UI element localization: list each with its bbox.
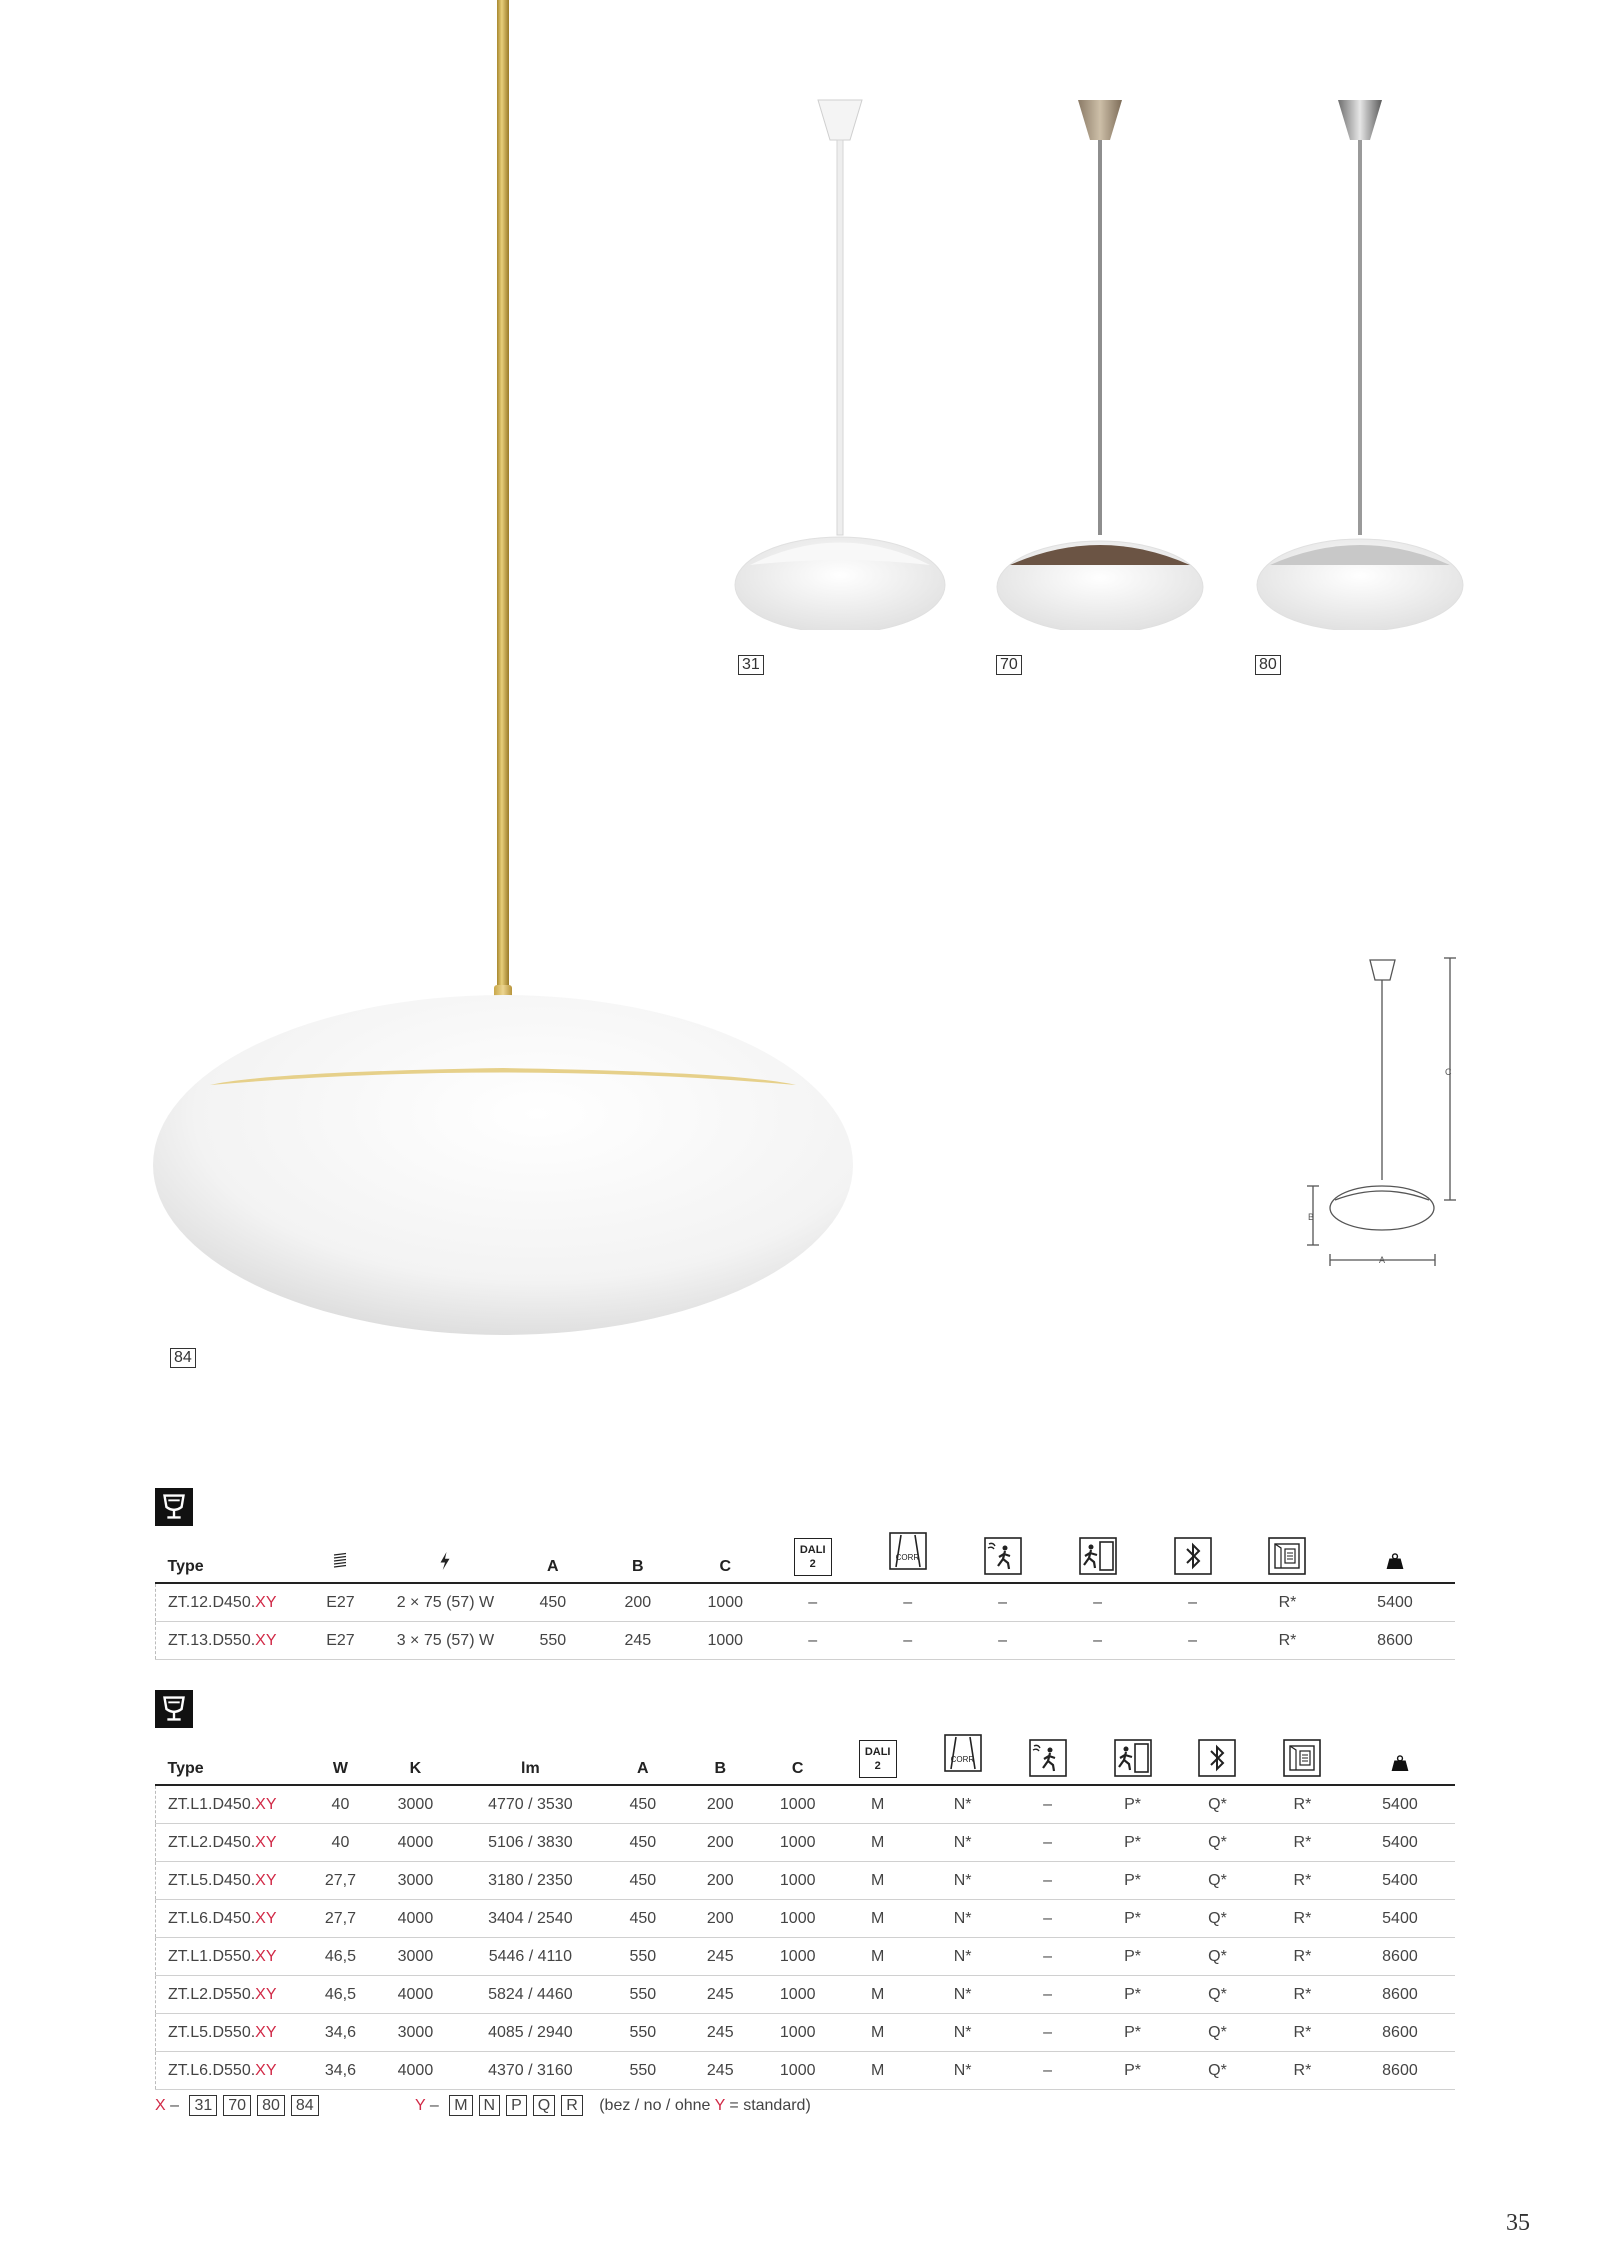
dali-label: DALI — [799, 1544, 826, 1556]
page-number: 35 — [1506, 2210, 1530, 2236]
cell-a: 550 — [605, 1976, 680, 2014]
cell-d5: Q* — [1175, 1862, 1260, 1900]
cell-type — [156, 1785, 306, 1824]
cell-lm: 5446 / 4110 — [455, 1938, 605, 1976]
col-lm: lm — [521, 1760, 540, 1777]
cell-type — [156, 1938, 306, 1976]
cell-lm: 4085 / 2940 — [455, 2014, 605, 2052]
cell-k: 3000 — [375, 1938, 455, 1976]
cell-c: 1000 — [760, 1862, 835, 1900]
cell-d1: M — [835, 1938, 920, 1976]
type-suffix: XY — [255, 1985, 277, 2003]
cell-a: 450 — [515, 1583, 590, 1622]
cell-d5: Q* — [1175, 2052, 1260, 2090]
cell-d2: N* — [920, 2014, 1005, 2052]
cell-c: 1000 — [760, 2052, 835, 2090]
cell-w: 34,6 — [305, 2052, 375, 2090]
cell-c: 1000 — [685, 1583, 765, 1622]
cell-b: 200 — [680, 1785, 760, 1824]
bluetooth-icon — [1197, 1738, 1237, 1778]
cell-d6: R* — [1260, 1824, 1345, 1862]
table-row — [156, 1976, 1456, 2014]
cell-d4: – — [1050, 1622, 1145, 1660]
legend-y-code: R — [561, 2095, 583, 2116]
cell-b: 200 — [680, 1900, 760, 1938]
table-category-icon — [155, 1690, 193, 1728]
control-box-icon — [1282, 1738, 1322, 1778]
cell-d2: N* — [920, 1862, 1005, 1900]
table-row — [156, 1622, 1456, 1660]
cell-d2: N* — [920, 1824, 1005, 1862]
cell-type — [156, 1862, 306, 1900]
cell-k: 4000 — [375, 1824, 455, 1862]
dali-icon — [859, 1740, 897, 1778]
cell-type — [156, 2014, 306, 2052]
dim-label-b: B — [1308, 1212, 1315, 1222]
cell-c2: 3 × 75 (57) W — [375, 1622, 515, 1660]
cell-d6: R* — [1260, 1976, 1345, 2014]
col-type: Type — [167, 1760, 204, 1777]
weight-icon — [1386, 1750, 1414, 1778]
cell-d7: 5400 — [1335, 1583, 1455, 1622]
cell-d5: Q* — [1175, 1785, 1260, 1824]
col-bluetooth — [1145, 1526, 1240, 1583]
legend-note — [599, 2097, 811, 2114]
legend-x — [155, 2095, 319, 2116]
cell-d5: – — [1145, 1583, 1240, 1622]
cell-k: 3000 — [375, 1785, 455, 1824]
cell-d7: 5400 — [1345, 1824, 1455, 1862]
cell-d5: – — [1145, 1622, 1240, 1660]
type-code: ZT.L5.D550. — [168, 2023, 256, 2041]
type-code: ZT.13.D550. — [168, 1631, 256, 1649]
legend-y-code: M — [449, 2095, 472, 2116]
cell-d3: – — [1005, 1862, 1090, 1900]
cell-type — [156, 1824, 306, 1862]
col-exit — [1090, 1728, 1175, 1785]
legend-note-before: (bez / no / ohne — [599, 2097, 715, 2114]
cell-c1: E27 — [305, 1583, 375, 1622]
type-suffix: XY — [255, 1833, 277, 1851]
dali-number: 2 — [874, 1760, 881, 1772]
table-category-icon — [155, 1488, 193, 1526]
cell-type — [156, 1583, 306, 1622]
type-code: ZT.L6.D450. — [168, 1909, 256, 1927]
cell-c2: 2 × 75 (57) W — [375, 1583, 515, 1622]
cell-d7: 5400 — [1345, 1900, 1455, 1938]
control-box-icon — [1267, 1536, 1307, 1576]
col-b: B — [714, 1760, 727, 1777]
cell-b: 200 — [680, 1862, 760, 1900]
cell-a: 550 — [605, 2014, 680, 2052]
corridor-icon — [943, 1733, 983, 1773]
cell-d5: Q* — [1175, 2014, 1260, 2052]
cell-w: 40 — [305, 1824, 375, 1862]
cell-w: 27,7 — [305, 1862, 375, 1900]
type-suffix: XY — [255, 1871, 277, 1889]
cell-b: 245 — [680, 2052, 760, 2090]
legend-y-prefix: Y — [415, 2097, 426, 2114]
cell-a: 450 — [605, 1900, 680, 1938]
cell-c: 1000 — [760, 1976, 835, 2014]
cell-c: 1000 — [685, 1622, 765, 1660]
type-code: ZT.L6.D550. — [168, 2061, 256, 2079]
cell-b: 245 — [680, 2014, 760, 2052]
cell-d7: 8600 — [1345, 1976, 1455, 2014]
cell-d1: – — [765, 1583, 860, 1622]
cell-lm: 5824 / 4460 — [455, 1976, 605, 2014]
table-row — [156, 2014, 1456, 2052]
cell-d7: 8600 — [1335, 1622, 1455, 1660]
legend-x-code: 84 — [291, 2095, 319, 2116]
col-weight — [1345, 1728, 1455, 1785]
dim-label-a: A — [1379, 1255, 1386, 1265]
cell-d3: – — [1005, 1938, 1090, 1976]
cell-c: 1000 — [760, 2014, 835, 2052]
type-code: ZT.L2.D450. — [168, 1833, 256, 1851]
cell-k: 3000 — [375, 2014, 455, 2052]
cell-w: 46,5 — [305, 1976, 375, 2014]
cell-d3: – — [1005, 2052, 1090, 2090]
spec-table-2 — [155, 1728, 1455, 2090]
col-dali — [765, 1526, 860, 1583]
cell-d6: R* — [1260, 2014, 1345, 2052]
cell-d1: M — [835, 1976, 920, 2014]
type-suffix: XY — [255, 1593, 277, 1611]
cell-d4: P* — [1090, 1785, 1175, 1824]
cell-lm: 3180 / 2350 — [455, 1862, 605, 1900]
cell-d6: R* — [1240, 1622, 1335, 1660]
col-c: C — [791, 1760, 804, 1777]
cell-d5: Q* — [1175, 1900, 1260, 1938]
cell-b: 200 — [590, 1583, 685, 1622]
cell-a: 550 — [605, 1938, 680, 1976]
weight-icon — [1381, 1548, 1409, 1576]
lamp-socket-icon — [325, 1546, 355, 1576]
col-exit — [1050, 1526, 1145, 1583]
type-suffix: XY — [255, 2023, 277, 2041]
cell-lm: 3404 / 2540 — [455, 1900, 605, 1938]
cell-d1: M — [835, 1900, 920, 1938]
type-suffix: XY — [255, 1795, 277, 1813]
cell-d3: – — [1005, 2014, 1090, 2052]
pendant-chrome-image — [1250, 95, 1470, 630]
sensor-icon — [983, 1536, 1023, 1576]
corr-label: CORR — [950, 1755, 975, 1764]
cell-c: 1000 — [760, 1900, 835, 1938]
corridor-icon — [888, 1531, 928, 1571]
cell-d3: – — [955, 1622, 1050, 1660]
cell-c1: E27 — [305, 1622, 375, 1660]
cell-type — [156, 1622, 306, 1660]
legend-y-code: Q — [533, 2095, 555, 2116]
cell-d4: – — [1050, 1583, 1145, 1622]
cell-d5: Q* — [1175, 1976, 1260, 2014]
col-b: B — [632, 1558, 644, 1575]
pendant-white-image — [730, 95, 950, 630]
cell-d2: N* — [920, 1900, 1005, 1938]
dimension-diagram — [1295, 950, 1475, 1280]
table-row — [156, 1862, 1456, 1900]
cell-d6: R* — [1260, 2052, 1345, 2090]
cell-d2: N* — [920, 1976, 1005, 2014]
col-box — [1260, 1728, 1345, 1785]
cell-d6: R* — [1240, 1583, 1335, 1622]
cell-c: 1000 — [760, 1938, 835, 1976]
cell-d6: R* — [1260, 1938, 1345, 1976]
cell-d1: M — [835, 2052, 920, 2090]
table-row — [156, 2052, 1456, 2090]
cell-d7: 8600 — [1345, 2014, 1455, 2052]
cell-d5: Q* — [1175, 1938, 1260, 1976]
cell-w: 34,6 — [305, 2014, 375, 2052]
variant-code-31: 31 — [738, 655, 764, 675]
cell-d1: M — [835, 1824, 920, 1862]
cell-type — [156, 1976, 306, 2014]
pendant-bronze-image — [990, 95, 1210, 630]
cell-d6: R* — [1260, 1900, 1345, 1938]
emergency-exit-icon — [1078, 1536, 1118, 1576]
corr-label: CORR — [895, 1553, 920, 1562]
sensor-icon — [1028, 1738, 1068, 1778]
legend-note-after: = standard) — [724, 2097, 811, 2114]
cell-a: 450 — [605, 1862, 680, 1900]
cell-d7: 8600 — [1345, 2052, 1455, 2090]
cell-d1: M — [835, 1785, 920, 1824]
cell-d4: P* — [1090, 2052, 1175, 2090]
cell-a: 450 — [605, 1785, 680, 1824]
table-row — [156, 1785, 1456, 1824]
cell-k: 4000 — [375, 2052, 455, 2090]
col-sensor — [955, 1526, 1050, 1583]
cell-d6: R* — [1260, 1785, 1345, 1824]
variant-code-70: 70 — [996, 655, 1022, 675]
cell-k: 3000 — [375, 1862, 455, 1900]
cell-d7: 5400 — [1345, 1785, 1455, 1824]
cell-d4: P* — [1090, 1938, 1175, 1976]
legend-y-code: P — [506, 2095, 527, 2116]
cell-c: 1000 — [760, 1785, 835, 1824]
cell-a: 550 — [605, 2052, 680, 2090]
table-row — [156, 1824, 1456, 1862]
dali-icon — [794, 1538, 832, 1576]
cell-d3: – — [1005, 1900, 1090, 1938]
cell-d3: – — [1005, 1785, 1090, 1824]
cell-d6: R* — [1260, 1862, 1345, 1900]
legend-x-prefix: X — [155, 2097, 166, 2114]
col-k: K — [409, 1760, 422, 1777]
cell-d1: M — [835, 2014, 920, 2052]
cell-d4: P* — [1090, 1824, 1175, 1862]
cell-d2: – — [860, 1583, 955, 1622]
col-bluetooth — [1175, 1728, 1260, 1785]
type-code: ZT.L1.D550. — [168, 1947, 256, 1965]
type-suffix: XY — [255, 1909, 277, 1927]
col-box — [1240, 1526, 1335, 1583]
table-row — [156, 1583, 1456, 1622]
cell-type — [156, 2052, 306, 2090]
cell-k: 4000 — [375, 1900, 455, 1938]
cell-d4: P* — [1090, 2014, 1175, 2052]
dali-label: DALI — [864, 1746, 891, 1758]
variant-code-84: 84 — [170, 1348, 196, 1368]
col-socket — [305, 1526, 375, 1583]
col-sensor — [1005, 1728, 1090, 1785]
cell-d1: – — [765, 1622, 860, 1660]
cell-d3: – — [955, 1583, 1050, 1622]
cell-d1: M — [835, 1862, 920, 1900]
variant-code-80: 80 — [1255, 655, 1281, 675]
table-row — [156, 1938, 1456, 1976]
cell-d4: P* — [1090, 1976, 1175, 2014]
cell-d5: Q* — [1175, 1824, 1260, 1862]
legend-x-code: 80 — [257, 2095, 285, 2116]
emergency-exit-icon — [1113, 1738, 1153, 1778]
col-w: W — [332, 1760, 348, 1777]
legend-y — [415, 2095, 811, 2116]
type-code: ZT.L2.D550. — [168, 1985, 256, 2003]
cell-b: 200 — [680, 1824, 760, 1862]
type-code: ZT.L1.D450. — [168, 1795, 256, 1813]
type-suffix: XY — [255, 1631, 277, 1649]
cell-w: 27,7 — [305, 1900, 375, 1938]
dali-number: 2 — [809, 1558, 816, 1570]
type-code: ZT.L5.D450. — [168, 1871, 256, 1889]
table-row — [156, 1900, 1456, 1938]
cell-k: 4000 — [375, 1976, 455, 2014]
col-weight — [1335, 1526, 1455, 1583]
cell-b: 245 — [680, 1976, 760, 2014]
power-icon — [430, 1546, 460, 1576]
legend-x-sep: – — [165, 2097, 184, 2114]
cell-w: 46,5 — [305, 1938, 375, 1976]
bluetooth-icon — [1173, 1536, 1213, 1576]
legend-x-code: 70 — [223, 2095, 251, 2116]
cell-d2: – — [860, 1622, 955, 1660]
cell-d2: N* — [920, 2052, 1005, 2090]
cell-a: 550 — [515, 1622, 590, 1660]
col-corr — [860, 1526, 955, 1583]
legend-y-code: N — [479, 2095, 501, 2116]
type-suffix: XY — [255, 2061, 277, 2079]
type-code: ZT.12.D450. — [168, 1593, 256, 1611]
legend-y-sep: – — [425, 2097, 444, 2114]
cell-type — [156, 1900, 306, 1938]
col-type: Type — [167, 1558, 204, 1575]
col-a: A — [637, 1760, 649, 1777]
col-power — [375, 1526, 515, 1583]
cell-b: 245 — [590, 1622, 685, 1660]
cell-a: 450 — [605, 1824, 680, 1862]
legend-x-code: 31 — [189, 2095, 217, 2116]
type-suffix: XY — [255, 1947, 277, 1965]
cell-c: 1000 — [760, 1824, 835, 1862]
col-c: C — [719, 1558, 732, 1575]
cell-d3: – — [1005, 1976, 1090, 2014]
cell-d2: N* — [920, 1938, 1005, 1976]
col-dali — [835, 1728, 920, 1785]
col-corr — [920, 1728, 1005, 1785]
cell-d3: – — [1005, 1824, 1090, 1862]
cell-d4: P* — [1090, 1862, 1175, 1900]
spec-table-1 — [155, 1526, 1455, 1660]
cell-d7: 5400 — [1345, 1862, 1455, 1900]
cell-d4: P* — [1090, 1900, 1175, 1938]
cell-d7: 8600 — [1345, 1938, 1455, 1976]
col-a: A — [547, 1558, 559, 1575]
cell-d2: N* — [920, 1785, 1005, 1824]
cell-lm: 4370 / 3160 — [455, 2052, 605, 2090]
legend-note-y: Y — [714, 2097, 725, 2114]
cell-lm: 5106 / 3830 — [455, 1824, 605, 1862]
cell-b: 245 — [680, 1938, 760, 1976]
dim-label-c: C — [1445, 1067, 1452, 1077]
cell-lm: 4770 / 3530 — [455, 1785, 605, 1824]
cell-w: 40 — [305, 1785, 375, 1824]
